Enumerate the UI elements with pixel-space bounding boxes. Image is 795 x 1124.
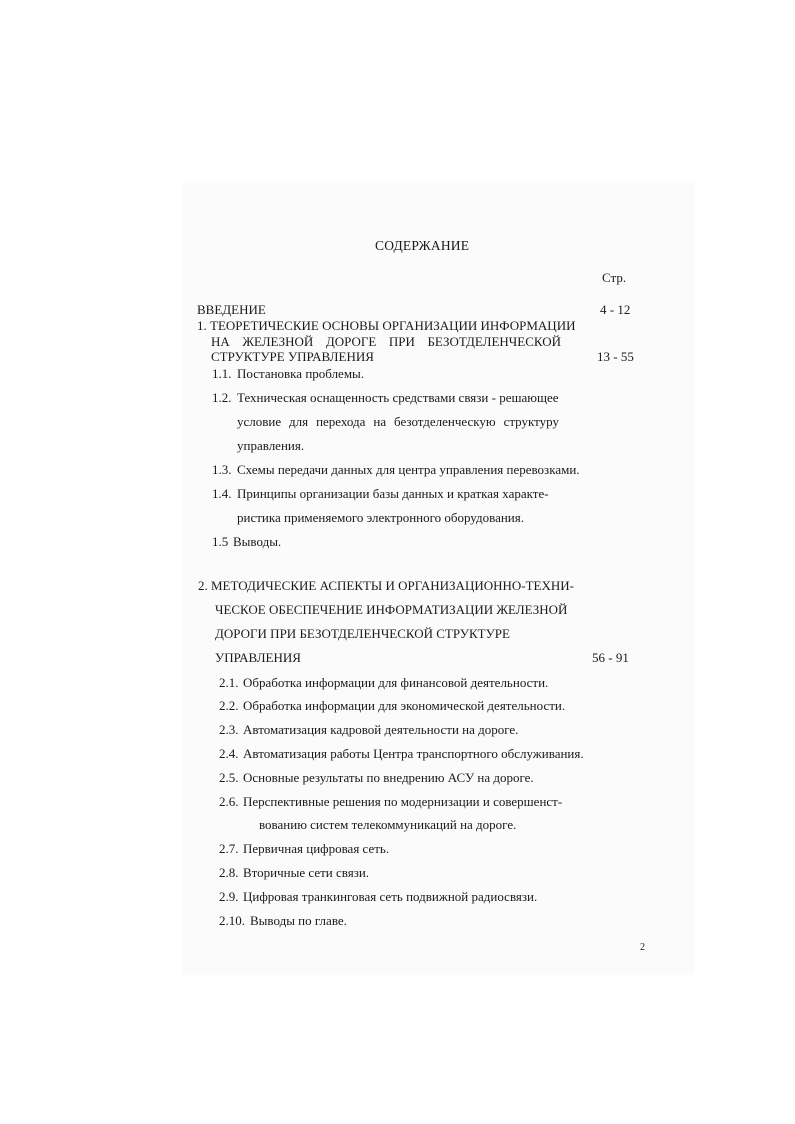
toc-section-number: 2.9. — [219, 889, 239, 904]
chapter2-heading-line2: ЧЕСКОЕ ОБЕСПЕЧЕНИЕ ИНФОРМАТИЗАЦИИ ЖЕЛЕЗНОЙ — [215, 602, 568, 617]
pages-column-header: Стр. — [602, 270, 627, 285]
toc-section-title: Перспективные решения по модернизации и совершенст- — [243, 794, 563, 809]
toc-section-number: 2.3. — [219, 722, 239, 737]
toc-section-title: Обработка информации для экономической деятельности. — [243, 698, 566, 713]
toc-section-number: 2.1. — [219, 675, 239, 690]
toc-section-title: Постановка проблемы. — [237, 366, 365, 381]
chapter1-heading-word: БЕЗОТДЕЛЕНЧЕСКОЙ — [427, 334, 561, 349]
toc-section-number: 1.1. — [212, 366, 232, 381]
chapter1-heading-word: НА — [211, 334, 230, 349]
toc-section-number: 2.7. — [219, 841, 239, 856]
toc-section-number: 2.4. — [219, 746, 239, 761]
toc-pages-intro: 4 - 12 — [600, 302, 631, 317]
toc-section-title: Вторичные сети связи. — [243, 865, 370, 880]
toc-section-title: Обработка информации для финансовой деятельности. — [243, 675, 549, 690]
toc-section-title: Автоматизация кадровой деятельности на дороге. — [243, 722, 519, 737]
toc-section-number: 2.2. — [219, 698, 239, 713]
toc-section-title: Первичная цифровая сеть. — [243, 841, 390, 856]
page-number: 2 — [640, 942, 645, 953]
chapter2-heading-line3: ДОРОГИ ПРИ БЕЗОТДЕЛЕНЧЕСКОЙ СТРУКТУРЕ — [215, 626, 510, 641]
toc-section-number: 2.5. — [219, 770, 239, 785]
toc-section-title: Автоматизация работы Центра транспортного обслуживания. — [243, 746, 584, 761]
toc-pages-chapter2: 56 - 91 — [592, 650, 629, 665]
toc-section-number: 2.8. — [219, 865, 239, 880]
page-title: СОДЕРЖАНИЕ — [375, 238, 470, 253]
toc-section-title: Выводы по главе. — [250, 913, 347, 928]
chapter1-heading-word: ЖЕЛЕЗНОЙ — [242, 334, 314, 349]
toc-section-number: 1.5 — [212, 534, 229, 549]
chapter1-heading-line3: СТРУКТУРЕ УПРАВЛЕНИЯ — [211, 349, 374, 364]
toc-section-title: Цифровая транкинговая сеть подвижной радиосвязи. — [243, 889, 538, 904]
toc-section-title-continued: вованию систем телекоммуникаций на дороге. — [259, 817, 517, 832]
chapter1-heading-word: ДОРОГЕ — [325, 334, 377, 349]
toc-section-number: 1.3. — [212, 462, 232, 477]
toc-section-title: Техническая оснащенность средствами связи - решающее — [237, 390, 559, 405]
toc-section-title-continued: ристика применяемого электронного оборудования. — [237, 510, 524, 525]
chapter1-heading-line1: 1. ТЕОРЕТИЧЕСКИЕ ОСНОВЫ ОРГАНИЗАЦИИ ИНФОРМАЦИИ — [197, 318, 576, 333]
toc-section-title: Принципы организации базы данных и краткая характе- — [237, 486, 549, 501]
toc-section-number: 2.10. — [219, 913, 245, 928]
toc-section-number: 2.6. — [219, 794, 239, 809]
toc-section-title: Основные результаты по внедрению АСУ на дороге. — [243, 770, 534, 785]
toc-section-title: Схемы передачи данных для центра управления перевозками. — [237, 462, 580, 477]
toc-section-title-continued: условие для перехода на безотделенческую структуру — [237, 414, 559, 429]
chapter1-heading-line2 — [211, 334, 561, 350]
toc-section-title-continued: управления. — [237, 438, 305, 453]
toc-section-number: 1.4. — [212, 486, 232, 501]
toc-entry-intro: ВВЕДЕНИЕ — [197, 302, 266, 317]
toc-section-title: Выводы. — [233, 534, 282, 549]
chapter2-heading-line4: УПРАВЛЕНИЯ — [215, 650, 301, 665]
chapter1-heading-word: ПРИ — [388, 334, 415, 349]
chapter2-heading-line1: 2. МЕТОДИЧЕСКИЕ АСПЕКТЫ И ОРГАНИЗАЦИОННО-ТЕХНИ- — [198, 578, 574, 593]
toc-pages-chapter1: 13 - 55 — [597, 349, 634, 364]
toc-section-number: 1.2. — [212, 390, 232, 405]
